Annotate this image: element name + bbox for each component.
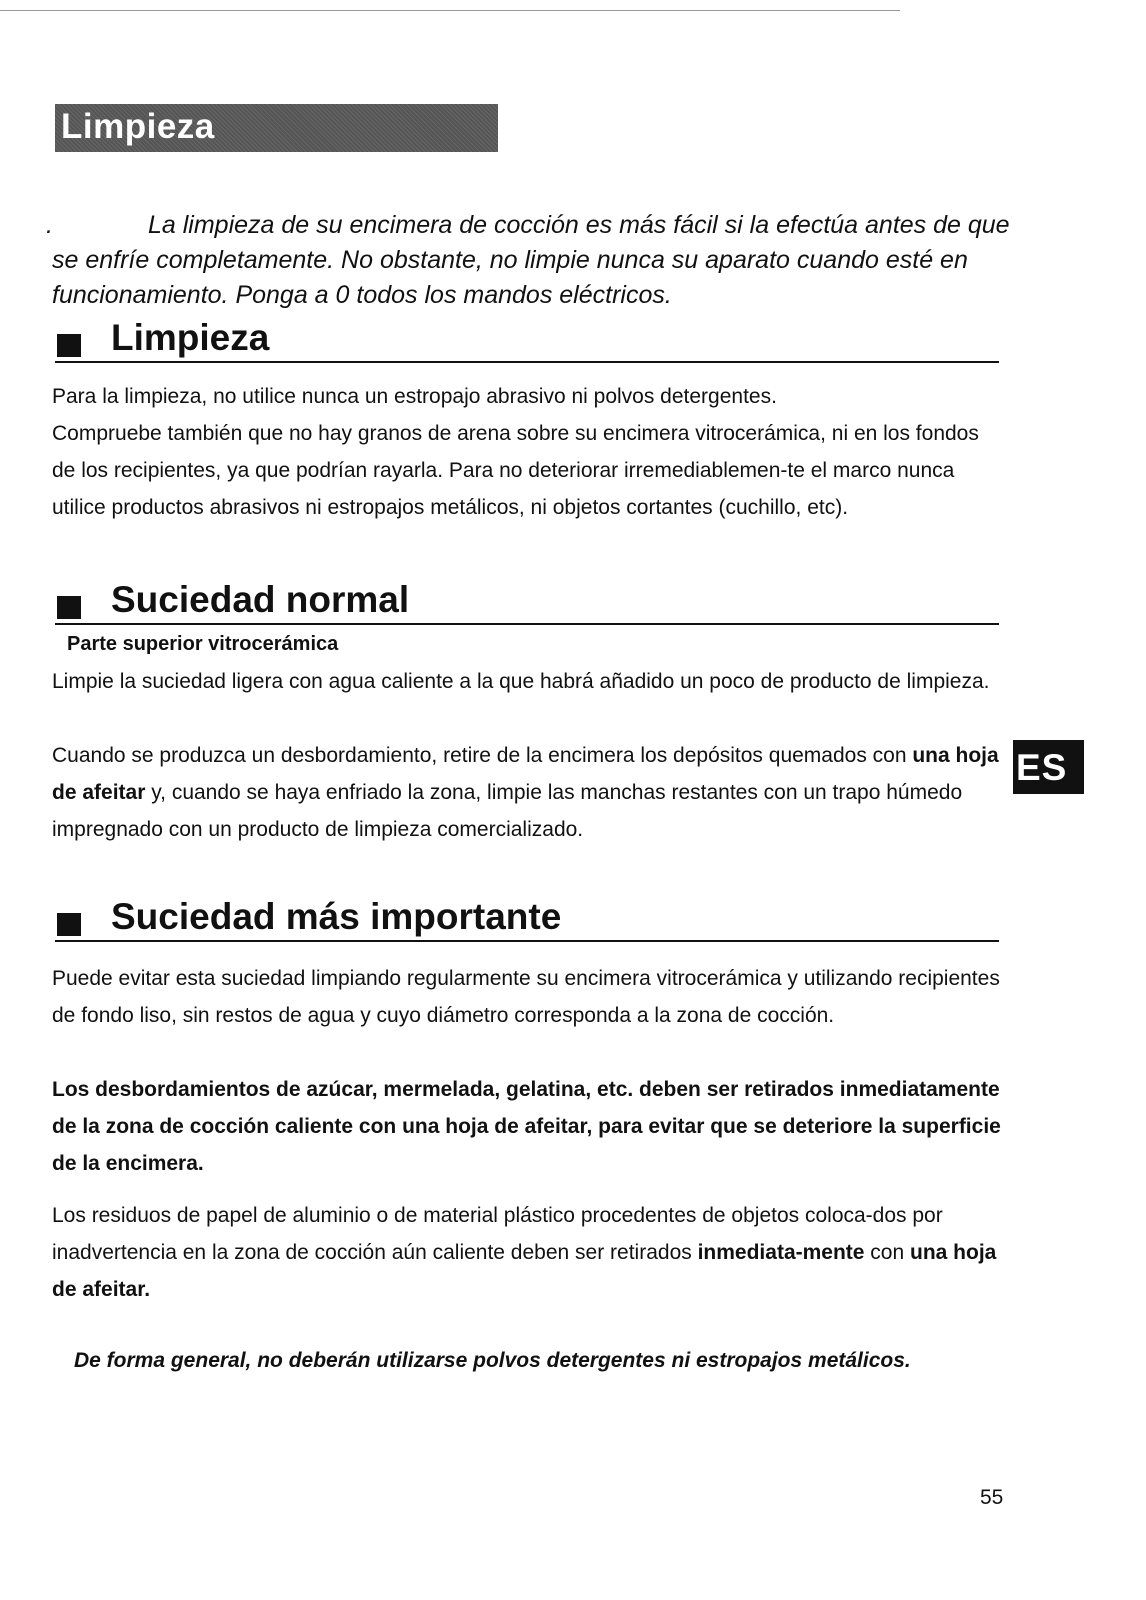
page-number: 55 <box>980 1486 1004 1509</box>
normal-paragraph-2-text-a: Cuando se produzca un desbordamiento, retire de la encimera los depósitos quemados con <box>52 744 913 767</box>
section-heading-suciedad-normal <box>55 579 999 625</box>
importante-paragraph-3-text-b: con <box>864 1241 910 1264</box>
normal-paragraph-2-text-b: y, cuando se haya enfriado la zona, limpie las manchas restantes con un trapo húmedo impregnado con un producto de limpieza comercializado. <box>52 781 963 841</box>
section-heading-limpieza <box>55 317 999 363</box>
square-bullet-icon <box>57 913 81 936</box>
square-bullet-icon <box>57 596 81 619</box>
importante-paragraph-1: Puede evitar esta suciedad limpiando regularmente su encimera vitrocerámica y utilizando recipientes de fondo liso, sin restos de agua y cuyo diámetro corresponda a la zona de cocción. <box>52 967 1000 1027</box>
section-title-limpieza: Limpieza <box>111 317 270 358</box>
importante-paragraph-3-text-a: Los residuos de papel de aluminio o de material plástico procedentes de objetos coloca-dos por inadvertencia en la zona de cocción aún caliente deben ser retirados <box>52 1204 943 1264</box>
subheading-vitroceramica: Parte superior vitrocerámica <box>67 633 339 655</box>
normal-paragraph-2-bold: una hoja de afeitar <box>52 744 999 804</box>
general-note: De forma general, no deberán utilizarse polvos detergentes ni estropajos metálicos. <box>74 1349 911 1372</box>
title-banner <box>55 104 498 152</box>
top-rule <box>0 10 900 11</box>
importante-paragraph-3-bold-a: inmediata-mente <box>697 1241 865 1264</box>
page-title: Limpieza <box>61 107 215 146</box>
section-title-suciedad-normal: Suciedad normal <box>111 579 410 620</box>
section-heading-suciedad-importante <box>55 896 999 942</box>
normal-paragraph-1: Limpie la suciedad ligera con agua caliente a la que habrá añadido un poco de producto de limpieza. <box>52 670 990 693</box>
limpieza-paragraph-2: Compruebe también que no hay granos de arena sobre su encimera vitrocerámica, ni en los fondos de los recipientes, ya que podrían rayarla. Para no deteriorar irremediablemen-te el marco nunca utilice productos abrasivos ni estropajos metálicos, ni objetos cortantes (cuchillo, etc). <box>52 422 979 519</box>
language-tab <box>1013 740 1084 794</box>
limpieza-paragraph-1: Para la limpieza, no utilice nunca un estropajo abrasivo ni polvos detergentes. <box>52 385 777 408</box>
language-tab-label: ES <box>1016 747 1068 788</box>
importante-paragraph-3 <box>52 1197 1007 1308</box>
intro-block <box>46 208 1012 313</box>
importante-paragraph-2: Los desbordamientos de azúcar, mermelada, gelatina, etc. deben ser retirados inmediatamente de la zona de cocción caliente con una hoja de afeitar, para evitar que se deteriore la superficie de la encimera. <box>52 1078 1001 1175</box>
normal-paragraph-2 <box>52 737 1007 848</box>
square-bullet-icon <box>57 334 81 357</box>
intro-text: La limpieza de su encimera de cocción es más fácil si la efectúa antes de que se enfríe completamente. No obstante, no limpie nunca su aparato cuando esté en funcionamiento. Ponga a 0 todos los mandos eléctricos. <box>52 211 1010 309</box>
intro-marker: . <box>46 211 53 239</box>
section-title-suciedad-importante: Suciedad más importante <box>111 896 562 937</box>
importante-paragraph-3-bold-b: una hoja de afeitar. <box>52 1241 997 1301</box>
